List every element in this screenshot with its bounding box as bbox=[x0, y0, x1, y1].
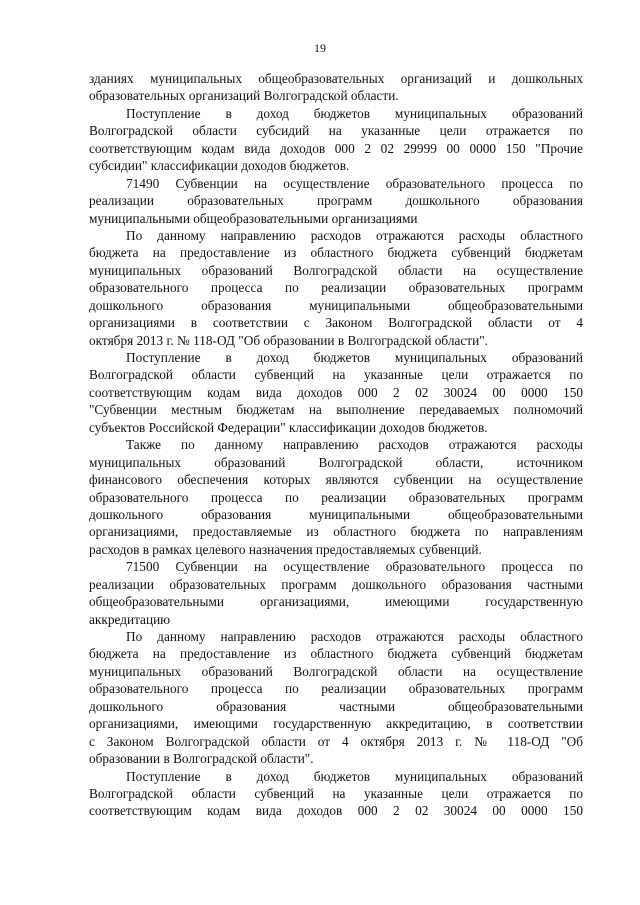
text-line: образовательного процесса по реализации образовательных программ bbox=[89, 681, 583, 697]
text-line: образовании в Волгоградской области". bbox=[89, 751, 314, 767]
text-line: Волгоградской области субсидий на указанные цели отражается по bbox=[89, 123, 583, 139]
text-line: соответствующим кодам вида доходов 000 2 02 30024 00 0000 150 bbox=[89, 803, 583, 819]
paragraph bbox=[89, 628, 583, 768]
text-line: реализации образовательных программ дошкольного образования частными bbox=[89, 576, 583, 592]
text-line: Волгоградской области субвенций на указанные цели отражается по bbox=[89, 785, 583, 801]
text-line: дошкольного образования частными общеобразовательными bbox=[89, 698, 583, 714]
text-line: дошкольного образования муниципальными общеобразовательными bbox=[89, 297, 583, 313]
text-line: дошкольного образования муниципальными общеобразовательными bbox=[89, 506, 583, 522]
text-line: октября 2013 г. № 118-ОД "Об образовании в Волгоградской области". bbox=[89, 332, 488, 348]
text-line: реализации образовательных программ дошкольного образования bbox=[89, 193, 583, 209]
text-line: организациями, имеющими государственную аккредитацию, в соответствии bbox=[89, 716, 583, 732]
text-line: муниципальных образований Волгоградской области, источником bbox=[89, 454, 583, 470]
text-line: образовательных организаций Волгоградской области. bbox=[89, 88, 399, 104]
text-line: финансового обеспечения которых являются субвенции на осуществление bbox=[89, 472, 583, 488]
document-body bbox=[89, 70, 583, 820]
paragraph bbox=[89, 349, 583, 436]
text-line: организациями в соответствии с Законом Волгоградской области от 4 bbox=[89, 315, 583, 331]
text-line: Поступление в доход бюджетов муниципальных образований bbox=[126, 768, 583, 784]
text-line: бюджета на предоставление из областного бюджета субвенций бюджетам bbox=[89, 245, 583, 261]
text-line: муниципальными общеобразовательными организациями bbox=[89, 210, 418, 226]
text-line: образовательного процесса по реализации образовательных программ bbox=[89, 280, 583, 296]
paragraph bbox=[89, 175, 583, 227]
text-line: зданиях муниципальных общеобразовательных организаций и дошкольных bbox=[89, 71, 583, 86]
text-line: муниципальных образований Волгоградской области на осуществление bbox=[89, 262, 583, 278]
text-line: организациями, предоставляемые из областного бюджета по направлениям bbox=[89, 524, 583, 540]
text-line: общеобразовательными организациями, имеющими государственную bbox=[89, 594, 583, 610]
paragraph bbox=[89, 227, 583, 349]
text-line: По данному направлению расходов отражаются расходы областного bbox=[126, 629, 583, 644]
text-line: "Субвенции местным бюджетам на выполнение передаваемых полномочий bbox=[89, 402, 583, 418]
text-line: По данному направлению расходов отражаются расходы областного bbox=[126, 227, 583, 243]
text-line: соответствующим кодам вида доходов 000 2 02 29999 00 0000 150 "Прочие bbox=[89, 140, 583, 156]
text-line: муниципальных образований Волгоградской области на осуществление bbox=[89, 663, 583, 679]
paragraph bbox=[89, 70, 583, 105]
text-line: с Законом Волгоградской области от 4 октября 2013 г. № 118-ОД "Об bbox=[89, 733, 583, 749]
text-line: субъектов Российской Федерации" классификации доходов бюджетов. bbox=[89, 419, 488, 435]
paragraph bbox=[89, 768, 583, 820]
text-line: аккредитацию bbox=[89, 611, 171, 627]
text-line: 71500 Субвенции на осуществление образовательного процесса по bbox=[126, 559, 583, 575]
paragraph bbox=[89, 436, 583, 558]
text-line: соответствующим кодам вида доходов 000 2 02 30024 00 0000 150 bbox=[89, 384, 583, 400]
text-line: бюджета на предоставление из областного бюджета субвенций бюджетам bbox=[89, 646, 583, 662]
text-line: Волгоградской области субвенций на указанные цели отражается по bbox=[89, 367, 583, 383]
text-line: 71490 Субвенции на осуществление образовательного процесса по bbox=[126, 175, 583, 191]
page-number: 19 bbox=[314, 41, 326, 55]
text-line: расходов в рамках целевого назначения предоставляемых субвенций. bbox=[89, 541, 482, 557]
text-line: Поступление в доход бюджетов муниципальных образований bbox=[126, 105, 583, 121]
text-line: Поступление в доход бюджетов муниципальных образований bbox=[126, 350, 583, 365]
text-line: Также по данному направлению расходов отражаются расходы bbox=[126, 437, 583, 453]
text-line: образовательного процесса по реализации образовательных программ bbox=[89, 489, 583, 505]
paragraph bbox=[89, 558, 583, 628]
paragraph bbox=[89, 105, 583, 175]
text-line: субсидии" классификации доходов бюджетов. bbox=[89, 158, 350, 174]
